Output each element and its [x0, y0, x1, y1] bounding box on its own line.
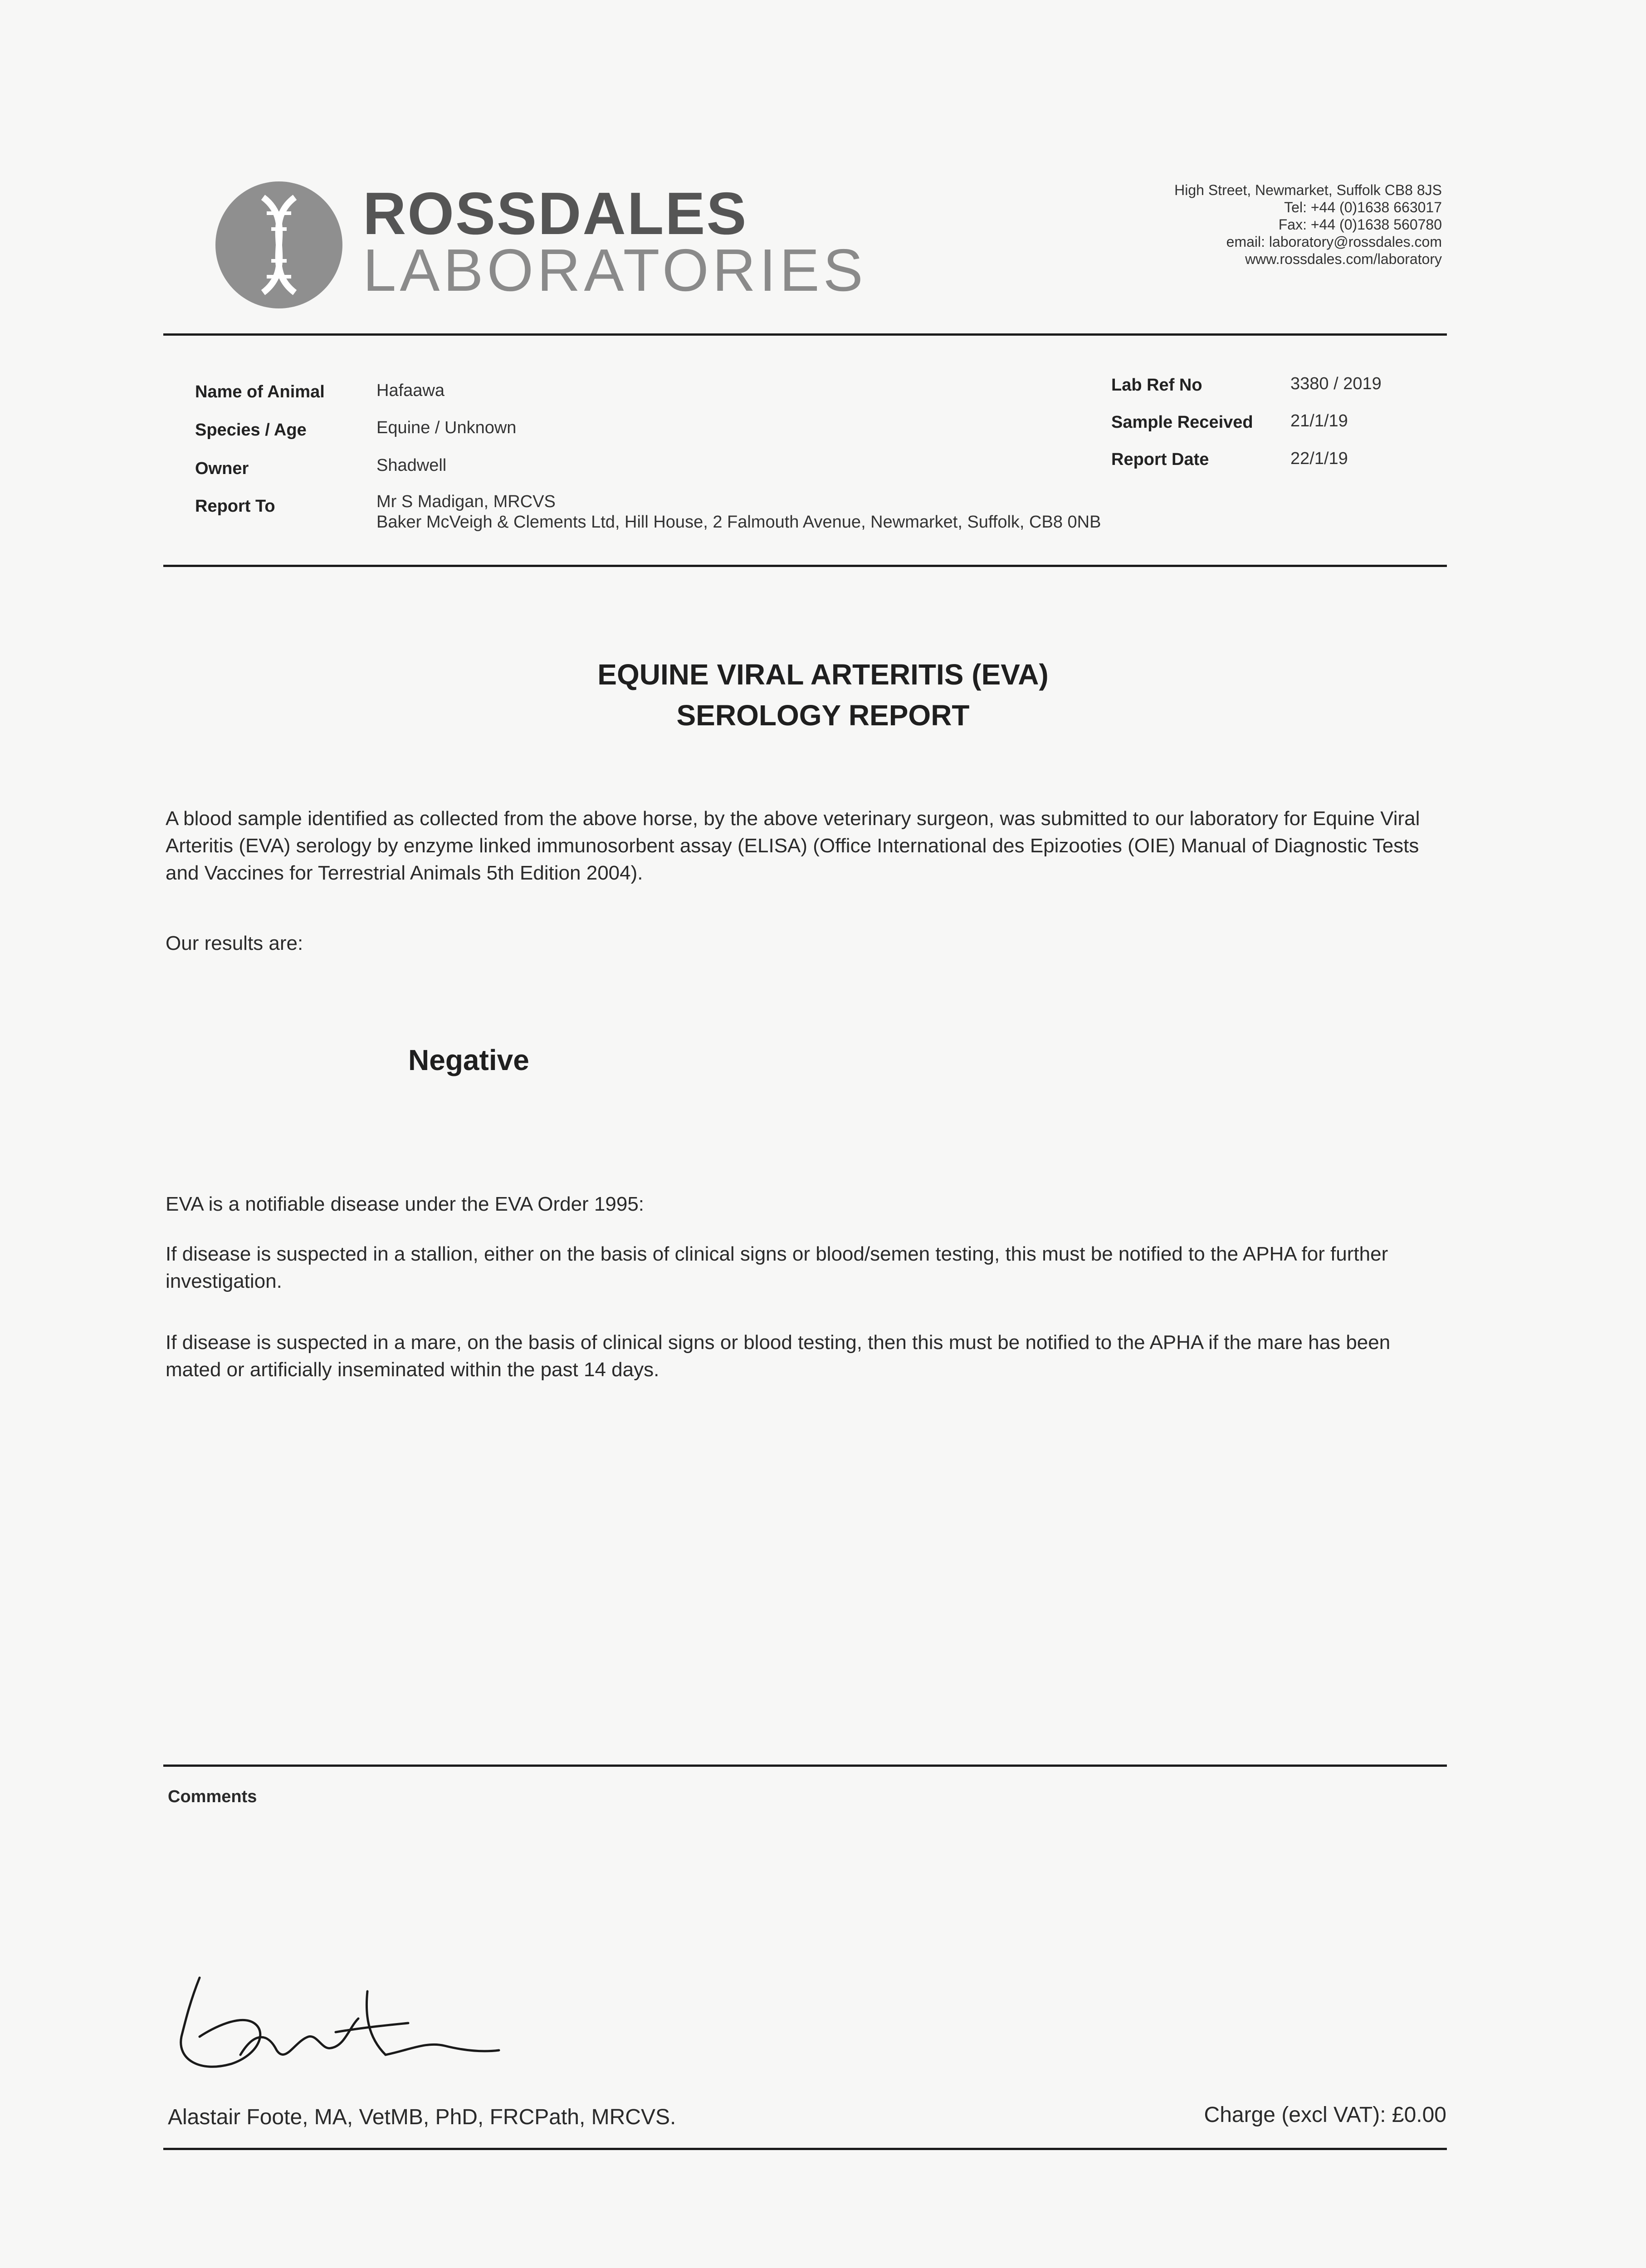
- owner-label: Owner: [195, 459, 249, 478]
- comments-divider: [163, 1765, 1447, 1767]
- brand-name-line2: LABORATORIES: [363, 237, 867, 303]
- results-intro: Our results are:: [166, 932, 303, 954]
- signatory-name: Alastair Foote, MA, VetMB, PhD, FRCPath, MRCVS.: [168, 2105, 676, 2129]
- address-tel: Tel: +44 (0)1638 663017: [1284, 199, 1442, 215]
- rossdales-dna-logo-icon: [213, 179, 345, 311]
- comments-label: Comments: [168, 1787, 257, 1806]
- brand-name-line1: ROSSDALES: [363, 180, 748, 247]
- name-of-animal-label: Name of Animal: [195, 382, 325, 401]
- report-date-label: Report Date: [1111, 450, 1209, 469]
- charge-amount: Charge (excl VAT): £0.00: [1204, 2103, 1446, 2127]
- footer-divider: [163, 2148, 1447, 2150]
- owner-value: Shadwell: [376, 456, 447, 475]
- sample-received-value: 21/1/19: [1290, 411, 1348, 430]
- report-title-line1: EQUINE VIRAL ARTERITIS (EVA): [597, 658, 1049, 691]
- address-fax: Fax: +44 (0)1638 560780: [1278, 216, 1442, 233]
- report-to-recipient: Mr S Madigan, MRCVS: [376, 492, 556, 511]
- report-to-label: Report To: [195, 497, 275, 516]
- lab-address-block: [1174, 181, 1442, 268]
- info-divider: [163, 565, 1447, 567]
- name-of-animal-value: Hafaawa: [376, 381, 444, 400]
- address-email: email: laboratory@rossdales.com: [1226, 234, 1442, 250]
- sample-received-label: Sample Received: [1111, 413, 1253, 432]
- report-to-address: Baker McVeigh & Clements Ltd, Hill House, 2 Falmouth Avenue, Newmarket, Suffolk, CB8 0NB: [376, 513, 1101, 532]
- stallion-paragraph: If disease is suspected in a stallion, either on the basis of clinical signs or blood/semen testing, this must be notified to the APHA for further investigation.: [166, 1243, 1388, 1292]
- handwritten-signature: [172, 1964, 517, 2082]
- report-title-line2: SEROLOGY REPORT: [676, 699, 970, 732]
- mare-paragraph: If disease is suspected in a mare, on the basis of clinical signs or blood testing, then this must be notified to the APHA if the mare has been mated or artificially inseminated within the past 14 days.: [166, 1331, 1391, 1381]
- notifiable-statement: EVA is a notifiable disease under the EVA Order 1995:: [166, 1193, 645, 1215]
- address-website: www.rossdales.com/laboratory: [1245, 251, 1442, 267]
- lab-ref-value: 3380 / 2019: [1290, 374, 1382, 393]
- species-age-label: Species / Age: [195, 420, 307, 440]
- intro-paragraph: A blood sample identified as collected from the above horse, by the above veterinary surgeon, was submitted to our laboratory for Equine Viral Arteritis (EVA) serology by enzyme linked immunosorbent assay (ELISA) (Office International des Epizooties (OIE) Manual of Diagnostic Tests and Vaccines for Terrestrial Animals 5th Edition 2004).: [166, 807, 1420, 884]
- species-age-value: Equine / Unknown: [376, 418, 517, 437]
- header-divider: [163, 333, 1447, 336]
- lab-ref-label: Lab Ref No: [1111, 376, 1202, 395]
- report-date-value: 22/1/19: [1290, 449, 1348, 468]
- result-value: Negative: [408, 1044, 529, 1076]
- address-street: High Street, Newmarket, Suffolk CB8 8JS: [1174, 182, 1442, 198]
